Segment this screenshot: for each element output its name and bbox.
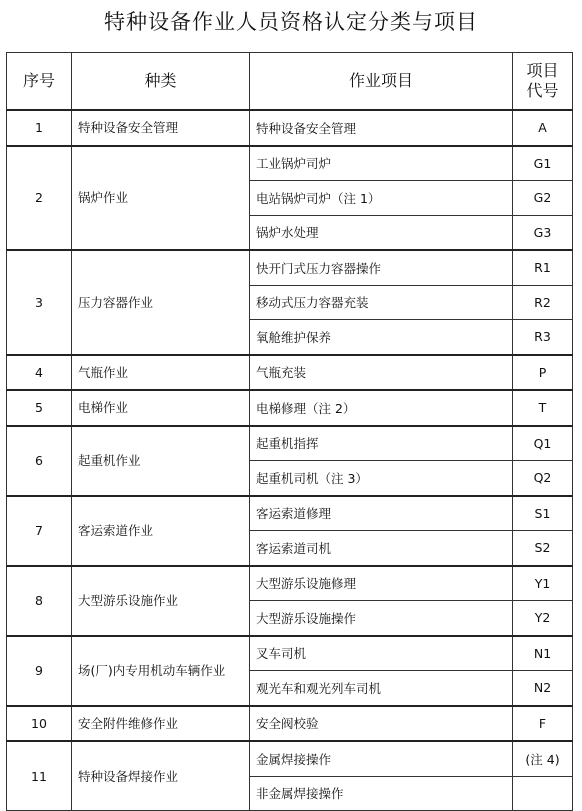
table-row (7, 426, 573, 461)
code-cell: S2 (513, 531, 573, 566)
row-number: 9 (7, 636, 72, 706)
item-cell: 客运索道修理 (250, 496, 513, 531)
table-row (7, 250, 573, 285)
code-cell: Q2 (513, 461, 573, 496)
item-cell: 起重机指挥 (250, 426, 513, 461)
code-cell: (注 4) (513, 741, 573, 776)
header-item: 作业项目 (250, 53, 513, 111)
item-cell: 叉车司机 (250, 636, 513, 671)
code-cell: T (513, 390, 573, 426)
row-number: 11 (7, 741, 72, 811)
category-cell: 起重机作业 (72, 426, 250, 496)
code-cell: S1 (513, 496, 573, 531)
item-cell: 快开门式压力容器操作 (250, 250, 513, 285)
code-cell: G1 (513, 146, 573, 181)
table-row (7, 355, 573, 391)
category-cell: 安全附件维修作业 (72, 706, 250, 742)
row-number: 5 (7, 390, 72, 426)
code-cell: R3 (513, 320, 573, 355)
category-cell: 客运索道作业 (72, 496, 250, 566)
header-no: 序号 (7, 53, 72, 111)
row-number: 1 (7, 110, 72, 146)
row-number: 4 (7, 355, 72, 391)
item-cell: 安全阀校验 (250, 706, 513, 742)
code-cell: P (513, 355, 573, 391)
row-number: 7 (7, 496, 72, 566)
category-cell: 锅炉作业 (72, 146, 250, 251)
table-row (7, 390, 573, 426)
table-row (7, 110, 573, 146)
code-cell: R1 (513, 250, 573, 285)
item-cell: 电站锅炉司炉（注 1） (250, 181, 513, 216)
qualification-table (6, 52, 573, 811)
row-number: 3 (7, 250, 72, 355)
row-number: 6 (7, 426, 72, 496)
code-cell: Y2 (513, 601, 573, 636)
category-cell: 特种设备焊接作业 (72, 741, 250, 811)
item-cell: 大型游乐设施修理 (250, 566, 513, 601)
item-cell: 客运索道司机 (250, 531, 513, 566)
item-cell: 特种设备安全管理 (250, 110, 513, 146)
table-row (7, 706, 573, 742)
item-cell: 观光车和观光列车司机 (250, 671, 513, 706)
table-row (7, 496, 573, 531)
item-cell: 非金属焊接操作 (250, 776, 513, 811)
code-cell: F (513, 706, 573, 742)
table-row (7, 146, 573, 181)
code-cell: Q1 (513, 426, 573, 461)
row-number: 8 (7, 566, 72, 636)
item-cell: 锅炉水处理 (250, 215, 513, 250)
item-cell: 电梯修理（注 2） (250, 390, 513, 426)
code-cell: N1 (513, 636, 573, 671)
item-cell: 起重机司机（注 3） (250, 461, 513, 496)
code-cell: N2 (513, 671, 573, 706)
category-cell: 气瓶作业 (72, 355, 250, 391)
item-cell: 氧舱维护保养 (250, 320, 513, 355)
item-cell: 工业锅炉司炉 (250, 146, 513, 181)
category-cell: 大型游乐设施作业 (72, 566, 250, 636)
category-cell: 电梯作业 (72, 390, 250, 426)
code-cell: G2 (513, 181, 573, 216)
table-body (7, 110, 573, 811)
code-cell: R2 (513, 285, 573, 320)
category-cell: 压力容器作业 (72, 250, 250, 355)
row-number: 2 (7, 146, 72, 251)
code-cell (513, 776, 573, 811)
table-row (7, 741, 573, 776)
table-row (7, 636, 573, 671)
table-row (7, 566, 573, 601)
row-number: 10 (7, 706, 72, 742)
item-cell: 移动式压力容器充装 (250, 285, 513, 320)
header-category: 种类 (72, 53, 250, 111)
item-cell: 气瓶充装 (250, 355, 513, 391)
header-row (7, 53, 573, 111)
code-cell: G3 (513, 215, 573, 250)
header-code-line1: 项目 (526, 61, 559, 80)
code-cell: A (513, 110, 573, 146)
header-code (513, 53, 573, 111)
page-title: 特种设备作业人员资格认定分类与项目 (104, 10, 478, 34)
category-cell: 特种设备安全管理 (72, 110, 250, 146)
item-cell: 大型游乐设施操作 (250, 601, 513, 636)
code-cell: Y1 (513, 566, 573, 601)
category-cell: 场(厂)内专用机动车辆作业 (72, 636, 250, 706)
header-code-line2: 代号 (526, 81, 559, 100)
item-cell: 金属焊接操作 (250, 741, 513, 776)
